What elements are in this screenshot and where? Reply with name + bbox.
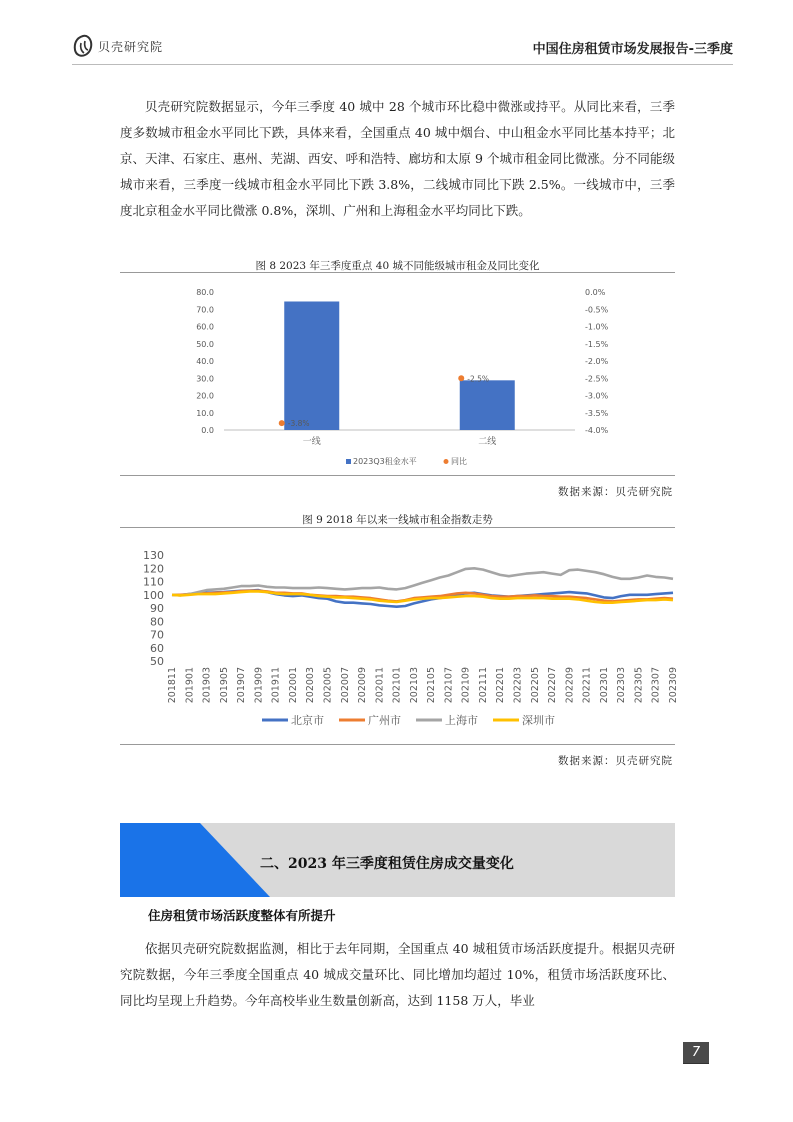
sub-heading: 住房租赁市场活跃度整体有所提升 [148,908,336,923]
x-tick-label: 202103 [408,667,420,704]
y-tick-label: 60.0 [196,322,214,332]
body-paragraph-2 [120,936,675,1014]
data-point [458,375,464,381]
x-tick-label: 一线 [302,437,321,447]
y-tick-label: 70.0 [196,305,214,315]
section-title: 二、2023 年三季度租赁住房成交量变化 [260,856,514,872]
y-tick-label: 50 [150,655,164,668]
figure-9-chart [120,540,679,740]
figure-8-bottom-rule [120,475,675,476]
y-tick-label: 40.0 [196,357,214,366]
figure-8-source: 数据来源：贝壳研究院 [558,486,673,498]
x-tick-label: 202111 [477,667,489,704]
x-tick-label: 202009 [357,667,369,704]
page-number [683,1042,709,1064]
y2-tick-label: -2.0% [585,357,609,366]
x-tick-label: 201903 [201,667,213,704]
x-tick-label: 202101 [391,667,403,704]
y-tick-label: 90 [150,602,164,615]
x-tick-label: 202201 [495,667,507,704]
y-tick-label: 130 [143,549,164,562]
legend-label: 同比 [451,457,467,466]
x-tick-label: 202211 [581,667,593,704]
y2-tick-label: -1.5% [585,339,609,349]
section-banner [120,823,675,897]
x-tick-label: 202007 [339,667,351,704]
x-tick-label: 202205 [529,667,541,704]
page-header [0,0,793,70]
legend-label: 北京市 [291,714,324,727]
x-tick-label: 201811 [167,667,178,704]
x-tick-label: 202005 [322,667,334,704]
figure-9-source: 数据来源：贝壳研究院 [558,755,673,767]
logo-text: 贝壳研究院 [98,39,164,54]
x-tick-label: 202305 [633,667,645,704]
legend-label: 广州市 [368,714,401,727]
x-tick-label: 202003 [305,667,317,704]
legend-label: 上海市 [445,714,478,727]
paragraph-text: 贝壳研究院数据显示，今年三季度 40 城中 28 个城市环比稳中微涨或持平。从同比来看，三季度多数城市租金水平同比下跌，具体来看，全国重点 40 城中烟台、中山租金水平同比基本持平；北京、天津、石家庄、惠州、芜湖、西安、呼和浩特、廊坊和太原 9 个城市租金同比微涨。分不同能级城市来看，三季度一线城市租金水平同比下跌 3.8%，二线城市同比下跌 2.5%。一线城市中，三季度北京租金水平同比微涨 0.8%，深圳、广州和上海租金水平均同比下跌。 [120,99,675,218]
x-tick-label: 202307 [650,667,662,704]
data-label: -3.8% [287,419,310,429]
figure-9-top-rule [120,527,675,528]
x-tick-label: 201911 [270,667,282,704]
y2-tick-label: -2.5% [585,374,609,384]
x-tick-label: 202203 [512,667,524,704]
y-tick-label: 80 [150,615,164,629]
figure-8-chart [120,276,675,472]
x-tick-label: 202105 [426,667,438,704]
x-tick-label: 201901 [184,667,196,704]
bar [284,301,339,430]
x-tick-label: 202109 [460,667,472,704]
report-title: 中国住房租赁市场发展报告-三季度 [532,42,733,57]
body-paragraph-1 [120,94,675,224]
y-tick-label: 60 [150,641,164,655]
banner-accent-shape [120,823,270,897]
x-tick-label: 201909 [253,667,265,704]
y-tick-label: 120 [143,562,164,576]
y2-tick-label: -1.0% [585,322,609,332]
y2-tick-label: 0.0% [585,288,606,297]
y2-tick-label: -0.5% [585,305,609,315]
y2-tick-label: -4.0% [585,426,609,435]
x-tick-label: 202301 [598,667,610,704]
x-tick-label: 二线 [478,437,497,447]
bar [460,380,515,430]
y2-tick-label: -3.5% [585,408,609,418]
shell-logo-icon [72,34,94,58]
data-label: -2.5% [467,374,490,384]
figure-9-caption: 图 9 2018 年以来一线城市租金指数走势 [302,514,493,526]
x-tick-label: 202001 [287,667,299,704]
y-tick-label: 30.0 [196,374,214,384]
header-divider [72,64,733,65]
data-point [279,420,285,426]
legend-swatch [444,459,449,464]
figure-8-caption: 图 8 2023 年三季度重点 40 城不同能级城市租金及同比变化 [255,260,540,272]
legend-label: 深圳市 [522,714,555,727]
y2-tick-label: -3.0% [585,391,609,401]
y-tick-label: 50.0 [196,339,214,349]
x-tick-label: 202309 [668,667,679,704]
y-tick-label: 80.0 [196,288,214,297]
y-tick-label: 70 [150,628,164,642]
figure-8-top-rule [120,272,675,273]
legend-label: 2023Q3租金水平 [353,457,417,466]
y-tick-label: 0.0 [201,426,214,435]
x-tick-label: 202303 [616,667,628,704]
x-tick-label: 201907 [236,667,248,704]
x-tick-label: 202209 [564,667,576,704]
x-tick-label: 201905 [218,667,230,704]
x-tick-label: 202107 [443,667,455,704]
legend-swatch [346,459,351,464]
page-number-text: 7 [691,1045,701,1060]
y-tick-label: 100 [143,588,164,602]
y-tick-label: 20.0 [196,391,214,401]
x-tick-label: 202207 [547,667,559,704]
figure-9-bottom-rule [120,744,675,745]
x-tick-label: 202011 [374,667,386,704]
y-tick-label: 110 [143,575,164,589]
paragraph-text: 依据贝壳研究院数据监测，相比于去年同期，全国重点 40 城租赁市场活跃度提升。根据贝壳研究院数据，今年三季度全国重点 40 城成交量环比、同比增加均超过 10%，租赁市场活跃度环比、同比均呈现上升趋势。今年高校毕业生数量创新高，达到 1158 万人，毕业 [120,941,675,1008]
logo [72,34,163,58]
y-tick-label: 10.0 [196,408,214,418]
